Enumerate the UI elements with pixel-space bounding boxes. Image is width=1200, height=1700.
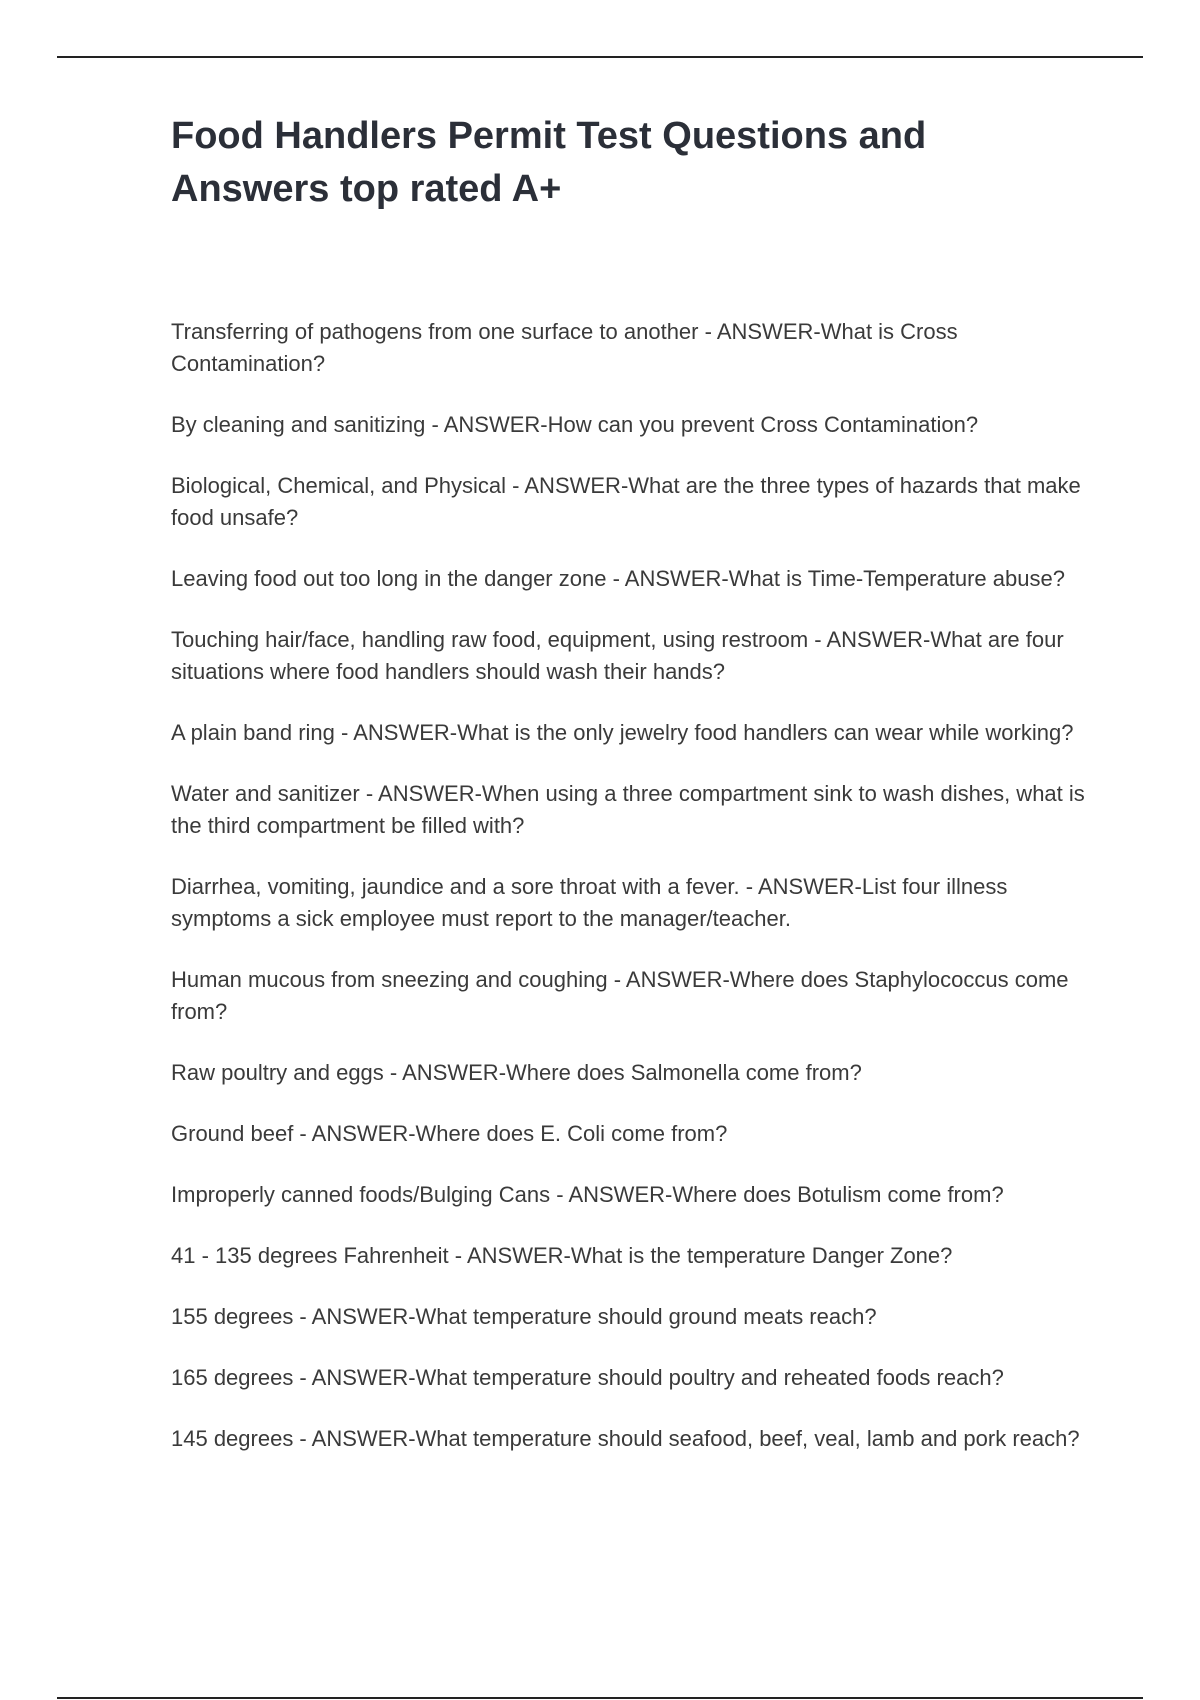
qa-item: Biological, Chemical, and Physical - ANSWER-What are the three types of hazards that make food unsafe? bbox=[171, 473, 1081, 530]
qa-list bbox=[171, 316, 1111, 1484]
qa-item: 145 degrees - ANSWER-What temperature should seafood, beef, veal, lamb and pork reach? bbox=[171, 1426, 1080, 1451]
qa-item: Diarrhea, vomiting, jaundice and a sore throat with a fever. - ANSWER-List four illness symptoms a sick employee must report to the manager/teacher. bbox=[171, 874, 1008, 931]
qa-item: Leaving food out too long in the danger zone - ANSWER-What is Time-Temperature abuse? bbox=[171, 566, 1065, 591]
qa-item: 41 - 135 degrees Fahrenheit - ANSWER-What is the temperature Danger Zone? bbox=[171, 1243, 953, 1268]
qa-item: By cleaning and sanitizing - ANSWER-How can you prevent Cross Contamination? bbox=[171, 412, 979, 437]
qa-item: Water and sanitizer - ANSWER-When using a three compartment sink to wash dishes, what is the third compartment be filled with? bbox=[171, 781, 1085, 838]
qa-item: 155 degrees - ANSWER-What temperature should ground meats reach? bbox=[171, 1304, 877, 1329]
qa-item: Transferring of pathogens from one surface to another - ANSWER-What is Cross Contamination? bbox=[171, 319, 958, 376]
qa-item: 165 degrees - ANSWER-What temperature should poultry and reheated foods reach? bbox=[171, 1365, 1004, 1390]
document-title: Food Handlers Permit Test Questions and Answers top rated A+ bbox=[171, 115, 927, 210]
qa-item: Human mucous from sneezing and coughing - ANSWER-Where does Staphylococcus come from? bbox=[171, 967, 1069, 1024]
qa-item: Ground beef - ANSWER-Where does E. Coli come from? bbox=[171, 1121, 728, 1146]
qa-item: A plain band ring - ANSWER-What is the only jewelry food handlers can wear while working? bbox=[171, 720, 1074, 745]
qa-item: Raw poultry and eggs - ANSWER-Where does Salmonella come from? bbox=[171, 1060, 862, 1085]
qa-item: Touching hair/face, handling raw food, equipment, using restroom - ANSWER-What are four situations where food handlers should wash their hands? bbox=[171, 627, 1064, 684]
bottom-divider bbox=[57, 1697, 1143, 1699]
qa-item: Improperly canned foods/Bulging Cans - ANSWER-Where does Botulism come from? bbox=[171, 1182, 1004, 1207]
top-divider bbox=[57, 56, 1143, 58]
